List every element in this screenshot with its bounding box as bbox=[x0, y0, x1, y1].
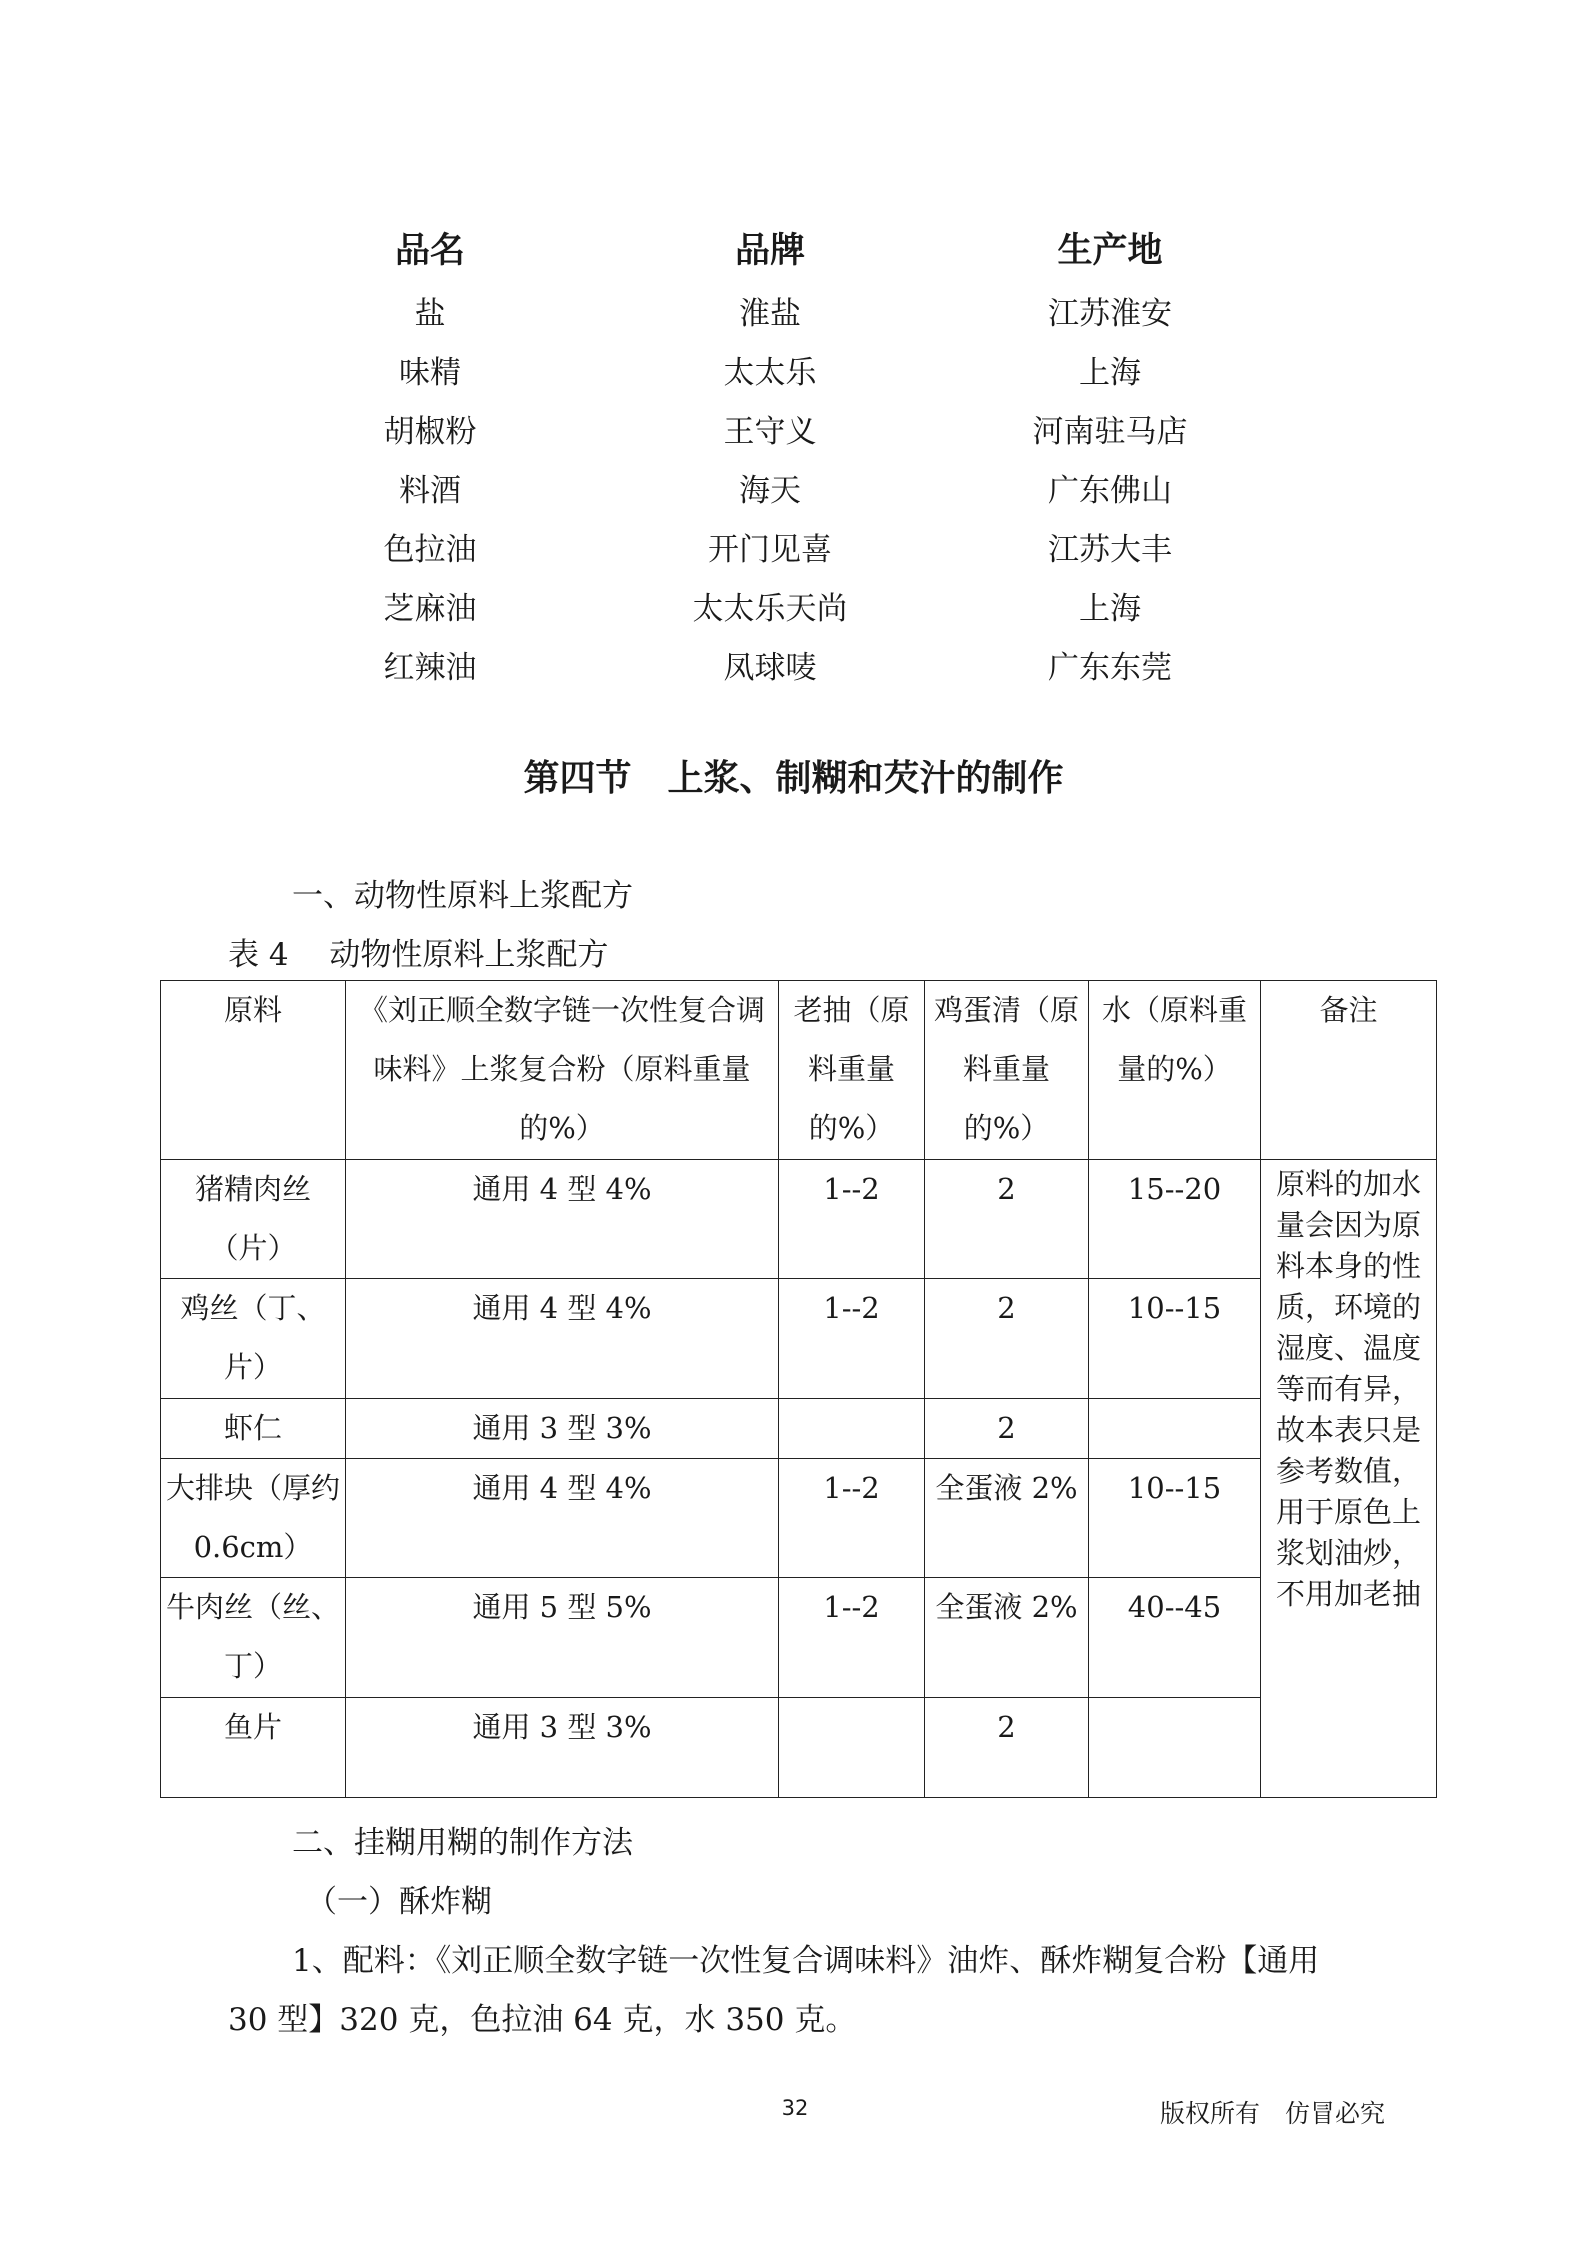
egg-cell: 2 bbox=[925, 1698, 1089, 1798]
brand: 海天 bbox=[739, 473, 801, 509]
water-cell: 10--15 bbox=[1089, 1459, 1261, 1578]
copyright-notice: 版权所有 仿冒必究 bbox=[1160, 2099, 1386, 2128]
brand: 淮盐 bbox=[739, 296, 801, 332]
table-caption: 表 4 动物性原料上浆配方 bbox=[228, 937, 609, 973]
compound-powder-cell: 通用 3 型 3% bbox=[346, 1399, 779, 1459]
brand: 凤球唛 bbox=[723, 650, 817, 686]
brand: 王守义 bbox=[723, 414, 817, 450]
page-number: 32 bbox=[781, 2096, 809, 2120]
dark-soy-cell: 1--2 bbox=[779, 1459, 925, 1578]
origin: 广东东莞 bbox=[1048, 650, 1172, 686]
dark-soy-cell: 1--2 bbox=[779, 1160, 925, 1279]
table-row bbox=[260, 281, 1280, 340]
header-remarks: 备注 bbox=[1261, 981, 1437, 1160]
compound-powder-cell: 通用 4 型 4% bbox=[346, 1279, 779, 1399]
table-row bbox=[161, 1279, 1437, 1399]
ingredient-cell: 猪精肉丝（片） bbox=[161, 1160, 346, 1279]
water-cell: 15--20 bbox=[1089, 1160, 1261, 1279]
water-cell bbox=[1089, 1698, 1261, 1798]
header-brand: 品牌 bbox=[734, 230, 805, 271]
origin: 江苏大丰 bbox=[1048, 532, 1172, 568]
recipe-table-header bbox=[161, 981, 1437, 1160]
header-product-name: 品名 bbox=[394, 230, 465, 271]
table-row bbox=[260, 399, 1280, 458]
product-name: 色拉油 bbox=[383, 532, 477, 568]
table-row bbox=[161, 1578, 1437, 1698]
egg-cell: 2 bbox=[925, 1279, 1089, 1399]
table-row bbox=[260, 635, 1280, 694]
product-name: 味精 bbox=[399, 355, 461, 391]
ingredients-line: 30 型】320 克，色拉油 64 克，水 350 克。 bbox=[228, 2002, 857, 2038]
egg-cell: 全蛋液 2% bbox=[925, 1578, 1089, 1698]
sub-subsection-heading: （一）酥炸糊 bbox=[306, 1884, 492, 1920]
table-row bbox=[161, 1160, 1437, 1279]
section-title: 第四节 上浆、制糊和芡汁的制作 bbox=[523, 757, 1064, 799]
remarks-cell: 原料的加水量会因为原料本身的性质，环境的湿度、温度等而有异，故本表只是参考数值，用于原色上浆划油炒，不用加老抽 bbox=[1261, 1160, 1437, 1798]
table-row bbox=[161, 1399, 1437, 1459]
brand-table bbox=[260, 215, 1280, 694]
dark-soy-cell: 1--2 bbox=[779, 1578, 925, 1698]
brand: 开门见喜 bbox=[708, 532, 832, 568]
brand-table-header bbox=[260, 215, 1280, 281]
compound-powder-cell: 通用 4 型 4% bbox=[346, 1160, 779, 1279]
ingredients-line: 1、配料：《刘正顺全数字链一次性复合调味料》油炸、酥炸糊复合粉【通用 bbox=[292, 1943, 1320, 1979]
header-egg-white: 鸡蛋清（原料重量的%） bbox=[925, 981, 1089, 1160]
table-row bbox=[161, 1698, 1437, 1798]
ingredient-cell: 牛肉丝（丝、丁） bbox=[161, 1578, 346, 1698]
dark-soy-cell: 1--2 bbox=[779, 1279, 925, 1399]
recipe-table bbox=[160, 980, 1437, 1798]
origin: 江苏淮安 bbox=[1048, 296, 1172, 332]
egg-cell: 2 bbox=[925, 1160, 1089, 1279]
header-water: 水（原料重量的%） bbox=[1089, 981, 1261, 1160]
water-cell: 10--15 bbox=[1089, 1279, 1261, 1399]
product-name: 芝麻油 bbox=[383, 591, 477, 627]
table-row bbox=[260, 517, 1280, 576]
subsection-heading: 二、挂糊用糊的制作方法 bbox=[292, 1825, 633, 1861]
header-ingredient: 原料 bbox=[161, 981, 346, 1160]
dark-soy-cell bbox=[779, 1698, 925, 1798]
origin: 广东佛山 bbox=[1048, 473, 1172, 509]
brand: 太太乐天尚 bbox=[692, 591, 848, 627]
water-cell: 40--45 bbox=[1089, 1578, 1261, 1698]
egg-cell: 全蛋液 2% bbox=[925, 1459, 1089, 1578]
origin: 上海 bbox=[1079, 591, 1141, 627]
ingredient-cell: 虾仁 bbox=[161, 1399, 346, 1459]
header-dark-soy: 老抽（原料重量的%） bbox=[779, 981, 925, 1160]
product-name: 红辣油 bbox=[383, 650, 477, 686]
product-name: 胡椒粉 bbox=[383, 414, 477, 450]
water-cell bbox=[1089, 1399, 1261, 1459]
origin: 河南驻马店 bbox=[1032, 414, 1188, 450]
brand: 太太乐 bbox=[723, 355, 817, 391]
compound-powder-cell: 通用 3 型 3% bbox=[346, 1698, 779, 1798]
ingredient-cell: 大排块（厚约 0.6cm） bbox=[161, 1459, 346, 1578]
header-compound-powder: 《刘正顺全数字链一次性复合调味料》上浆复合粉（原料重量的%） bbox=[346, 981, 779, 1160]
ingredient-cell: 鸡丝（丁、片） bbox=[161, 1279, 346, 1399]
ingredient-cell: 鱼片 bbox=[161, 1698, 346, 1798]
table-row bbox=[260, 458, 1280, 517]
egg-cell: 2 bbox=[925, 1399, 1089, 1459]
product-name: 盐 bbox=[414, 296, 446, 332]
compound-powder-cell: 通用 5 型 5% bbox=[346, 1578, 779, 1698]
table-row bbox=[260, 576, 1280, 635]
dark-soy-cell bbox=[779, 1399, 925, 1459]
table-row bbox=[161, 1459, 1437, 1578]
table-row bbox=[260, 340, 1280, 399]
origin: 上海 bbox=[1079, 355, 1141, 391]
header-origin: 生产地 bbox=[1057, 230, 1163, 271]
subsection-heading: 一、动物性原料上浆配方 bbox=[292, 878, 633, 914]
compound-powder-cell: 通用 4 型 4% bbox=[346, 1459, 779, 1578]
product-name: 料酒 bbox=[399, 473, 461, 509]
